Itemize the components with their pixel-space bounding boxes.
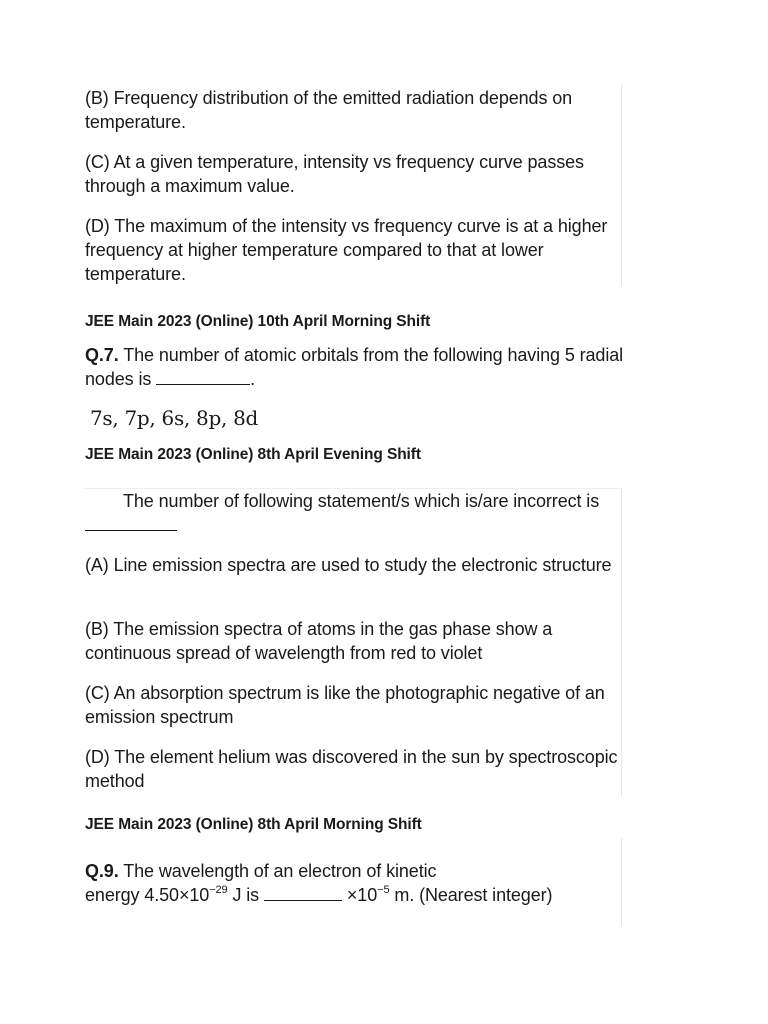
times-ten: ×10	[341, 885, 378, 905]
question-text: The number of following statement/s which is/are incorrect is	[123, 491, 600, 511]
energy-value: energy 4.50×10	[85, 885, 210, 905]
question-text: The wavelength of an electron of kinetic	[118, 861, 437, 881]
option-c-text: (C) At a given temperature, intensity vs frequency curve passes through a maximum value.	[85, 152, 584, 196]
question-8-stem	[85, 489, 625, 537]
option-b-text: (B) The emission spectra of atoms in the gas phase show a continuous spread of wavelength from red to violet	[85, 619, 553, 663]
question-number: Q.7.	[85, 345, 119, 365]
energy-exponent: −29	[209, 884, 228, 896]
question-text-end: .	[250, 369, 256, 389]
answer-exponent: −5	[377, 884, 390, 896]
question-9	[85, 859, 625, 907]
answer-blank	[264, 886, 342, 901]
question-text: The number of atomic orbitals from the following having 5 radial nodes is	[85, 345, 624, 389]
option-d-text: (D) The maximum of the intensity vs frequency curve is at a higher frequency at higher temperature compared to that at lower temperature.	[85, 216, 608, 284]
question-7	[85, 343, 625, 391]
exam-source-heading: JEE Main 2023 (Online) 10th April Morning Shift	[85, 313, 431, 330]
orbital-list: 7s, 7p, 6s, 8p, 8d	[90, 406, 259, 430]
question-number: Q.9.	[85, 861, 119, 881]
unit-text: J is	[227, 885, 264, 905]
option-d-text: (D) The element helium was discovered in the sun by spectroscopic method	[85, 747, 618, 791]
answer-blank	[156, 370, 250, 385]
question-tail: m. (Nearest integer)	[389, 885, 553, 905]
exam-source-heading: JEE Main 2023 (Online) 8th April Morning Shift	[85, 816, 422, 833]
exam-source-heading: JEE Main 2023 (Online) 8th April Evening Shift	[85, 446, 421, 463]
option-a-text: (A) Line emission spectra are used to study the electronic structure	[85, 555, 612, 575]
option-c-text: (C) An absorption spectrum is like the photographic negative of an emission spectrum	[85, 683, 605, 727]
answer-blank	[85, 516, 177, 531]
option-b-text: (B) Frequency distribution of the emitted radiation depends on temperature.	[85, 88, 573, 132]
